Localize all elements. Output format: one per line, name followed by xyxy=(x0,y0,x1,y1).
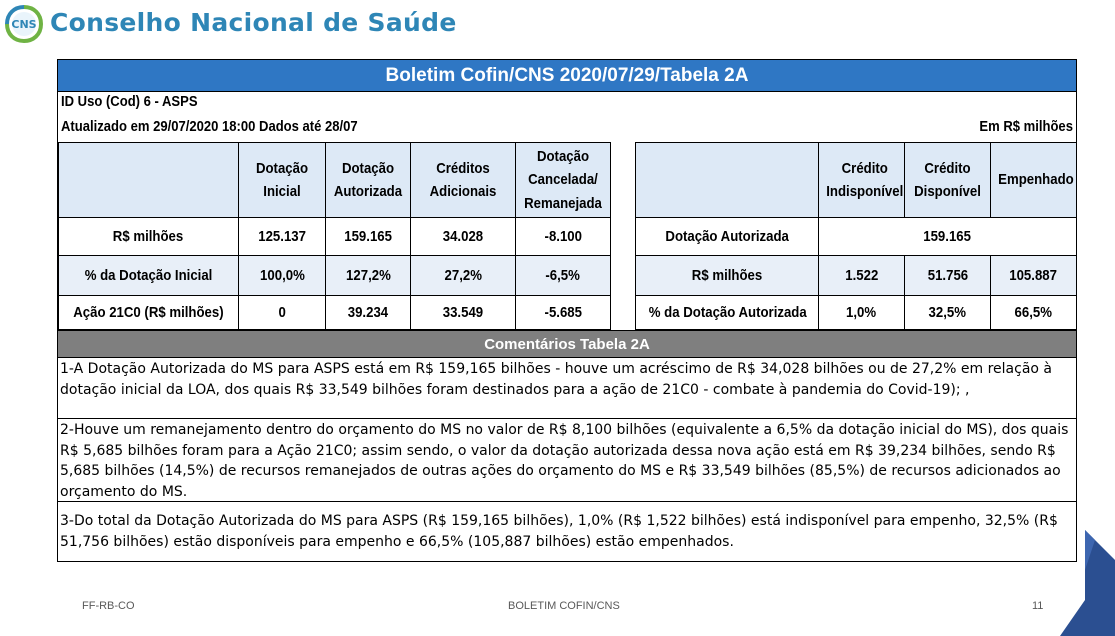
updated-line: Atualizado em 29/07/2020 18:00 Dados até 28/07 xyxy=(61,119,358,135)
header-blank xyxy=(636,143,819,218)
table-row xyxy=(59,256,611,296)
bulletin-board xyxy=(57,59,1077,562)
banner-title: Boletim Cofin/CNS 2020/07/29/Tabela 2A xyxy=(58,60,1076,92)
table-cell: -5.685 xyxy=(516,296,611,330)
footer-left: FF-RB-CO xyxy=(82,600,135,612)
table-cell: 66,5% xyxy=(991,296,1077,330)
comment-1: 1-A Dotação Autorizada do MS para ASPS está em R$ 159,165 bilhões - houve um acréscimo de R$ 34,028 bilhões ou de 27,2% em relação à dotação inicial da LOA, dos quais R$ 33,549 bilhões foram destinados para a ação de 21C0 - combate à pandemia do Covid-19); , xyxy=(58,359,1076,419)
table-cell: 0 xyxy=(239,296,326,330)
comment-2: 2-Houve um remanejamento dentro do orçamento do MS no valor de R$ 8,100 bilhões (equivalente a 6,5% da dotação inicial do MS), dos quais R$ 5,685 bilhões foram para a Ação 21C0; assim sendo, o valor da dotação autorizada dessa nova ação está em R$ 39,234 bilhões, sendo R$ 5,685 bilhões (14,5%) de recursos remanejados de outras ações do orçamento do MS e R$ 33,549 bilhões (85,5%) de recursos adicionados ao orçamento do MS. xyxy=(58,420,1076,502)
org-title: Conselho Nacional de Saúde xyxy=(50,8,457,37)
header-blank xyxy=(59,143,239,218)
comments-title: Comentários Tabela 2A xyxy=(58,330,1076,358)
table-cell: 1.522 xyxy=(819,256,905,296)
budget-table xyxy=(58,142,611,330)
table-row xyxy=(636,296,1077,330)
table-cell: -6,5% xyxy=(516,256,611,296)
table-header-row xyxy=(636,143,1077,218)
header-cell: Dotação Inicial xyxy=(239,143,326,218)
table-row xyxy=(59,296,611,330)
table-row xyxy=(59,218,611,256)
logo-text: CNS xyxy=(11,18,37,31)
table-cell: 33.549 xyxy=(411,296,516,330)
cns-logo xyxy=(4,4,44,44)
page-number: 11 xyxy=(1032,600,1044,612)
unit-label: Em R$ milhões xyxy=(979,119,1073,135)
row-label: % da Dotação Inicial xyxy=(59,256,239,296)
table-cell: 125.137 xyxy=(239,218,326,256)
table-header-row xyxy=(59,143,611,218)
header-cell: Créditos Adicionais xyxy=(411,143,516,218)
table-cell: 127,2% xyxy=(326,256,411,296)
header-cell: Dotação Cancelada/ Remanejada xyxy=(516,143,611,218)
table-cell: 159.165 xyxy=(819,218,1077,256)
header-cell: Empenhado xyxy=(991,143,1077,218)
header-cell: Dotação Autorizada xyxy=(326,143,411,218)
table-row xyxy=(636,218,1077,256)
table-cell: 159.165 xyxy=(326,218,411,256)
table-cell: 51.756 xyxy=(905,256,991,296)
row-label: R$ milhões xyxy=(59,218,239,256)
table-cell: 27,2% xyxy=(411,256,516,296)
row-label: % da Dotação Autorizada xyxy=(636,296,819,330)
table-cell: 34.028 xyxy=(411,218,516,256)
row-label: Ação 21C0 (R$ milhões) xyxy=(59,296,239,330)
table-cell: 32,5% xyxy=(905,296,991,330)
table-cell: -8.100 xyxy=(516,218,611,256)
table-cell: 39.234 xyxy=(326,296,411,330)
execution-table xyxy=(635,142,1077,330)
header-cell: Crédito Indisponível xyxy=(819,143,905,218)
row-label: R$ milhões xyxy=(636,256,819,296)
row-label: Dotação Autorizada xyxy=(636,218,819,256)
id-line: ID Uso (Cod) 6 - ASPS xyxy=(61,94,198,110)
table-cell: 105.887 xyxy=(991,256,1077,296)
comment-3: 3-Do total da Dotação Autorizada do MS para ASPS (R$ 159,165 bilhões), 1,0% (R$ 1,522 bilhões) está indisponível para empenho, 32,5% (R$ 51,756 bilhões) estão disponíveis para empenho e 66,5% (105,887 bilhões) estão empenhados. xyxy=(60,513,1058,550)
header-cell: Crédito Disponível xyxy=(905,143,991,218)
table-cell: 100,0% xyxy=(239,256,326,296)
footer-center: BOLETIM COFIN/CNS xyxy=(508,600,620,612)
table-row xyxy=(636,256,1077,296)
table-cell: 1,0% xyxy=(819,296,905,330)
